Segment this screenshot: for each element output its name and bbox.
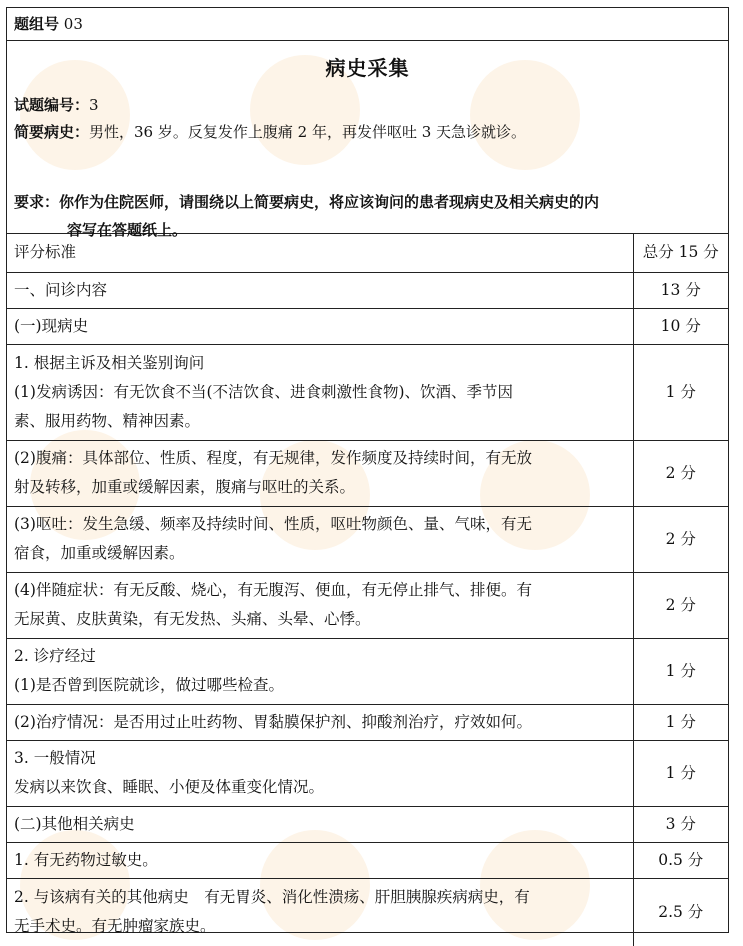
table-row [7,806,728,842]
scoring-table [7,234,728,946]
score-cell: 1 分 [633,638,728,704]
table-row [7,740,728,806]
criteria-cell [7,806,633,842]
requirement-line-2: 容写在答题纸上。 [67,221,188,239]
criteria-cell [7,878,633,946]
criteria-line: (二)其他相关病史 [14,814,135,833]
criteria-cell [7,638,633,704]
group-number-row [7,8,728,41]
table-row [7,506,728,572]
criteria-line: (1)是否曾到医院就诊，做过哪些检查。 [14,676,284,694]
criteria-line: (3)呕吐：发生急缓、频率及持续时间、性质，呕吐物颜色、量、气味，有无 [14,515,532,533]
criteria-cell [7,344,633,440]
score-cell: 0.5 分 [633,842,728,878]
criteria-line: 无手术史。有无肿瘤家族史。 [14,917,216,936]
criteria-header: 评分标准 [14,243,77,262]
criteria-line: 发病以来饮食、睡眠、小便及体重变化情况。 [14,778,325,796]
criteria-cell [7,704,633,740]
criteria-line: 1. 有无药物过敏史。 [14,850,158,869]
criteria-line: (2)腹痛：具体部位、性质、程度，有无规律，发作频度及持续时间，有无放 [14,449,532,467]
score-cell: 1 分 [633,344,728,440]
criteria-cell [7,440,633,506]
table-row [7,272,728,308]
history-text: 男性，36 岁。反复发作上腹痛 2 年，再发伴呕吐 3 天急诊就诊。 [89,123,527,141]
score-cell: 2 分 [633,440,728,506]
table-row [7,842,728,878]
criteria-cell [7,572,633,638]
history-line [14,120,720,144]
requirement [14,188,718,244]
criteria-line: 宿食，加重或缓解因素。 [14,544,185,562]
table-row [7,572,728,638]
criteria-line: 一、问诊内容 [14,280,108,299]
criteria-line: 射及转移，加重或缓解因素，腹痛与呕吐的关系。 [14,478,356,496]
criteria-line: (4)伴随症状：有无反酸、烧心，有无腹泻、便血，有无停止排气、排便。有 [14,581,532,599]
criteria-line: 无尿黄、皮肤黄染，有无发热、头痛、头晕、心悸。 [14,610,371,628]
page-title: 病史采集 [325,56,410,80]
criteria-cell [7,506,633,572]
criteria-line: 3. 一般情况 [14,749,96,767]
criteria-line: 2. 与该病有关的其他病史 有无胃炎、消化性溃疡、肝胆胰腺疾病病史，有 [14,888,530,907]
score-cell: 2.5 分 [633,878,728,946]
score-cell: 2 分 [633,572,728,638]
question-header [7,41,728,239]
table-row [7,638,728,704]
history-label: 简要病史： [14,123,90,141]
score-cell: 13 分 [633,272,728,308]
table-row [7,704,728,740]
criteria-line: 素、服用药物、精神因素。 [14,411,201,430]
score-cell: 3 分 [633,806,728,842]
table-row [7,440,728,506]
exam-number-line [14,93,720,117]
group-label: 题组号 [14,15,60,33]
score-cell: 10 分 [633,308,728,344]
table-row [7,308,728,344]
score-cell: 1 分 [633,704,728,740]
exam-number-label: 试题编号： [14,96,90,114]
criteria-cell [7,842,633,878]
criteria-line: 2. 诊疗经过 [14,647,96,665]
criteria-line: (1)发病诱因：有无饮食不当(不洁饮食、进食刺激性食物)、饮酒、季节因 [14,382,514,401]
score-cell: 1 分 [633,740,728,806]
criteria-line: (一)现病史 [14,316,89,335]
criteria-cell [7,272,633,308]
requirement-line-1: 要求：你作为住院医师，请围绕以上简要病史，将应该询问的患者现病史及相关病史的内 [14,193,600,211]
group-value: 03 [63,15,83,33]
score-cell: 2 分 [633,506,728,572]
criteria-cell [7,740,633,806]
exam-number-value: 3 [89,96,99,114]
total-score-header: 总分 15 分 [633,234,728,272]
table-row [7,344,728,440]
exam-sheet [6,7,729,936]
criteria-line: (2)治疗情况：是否用过止吐药物、胃黏膜保护剂、抑酸剂治疗，疗效如何。 [14,712,532,731]
criteria-cell [7,308,633,344]
table-row [7,878,728,946]
criteria-line: 1. 根据主诉及相关鉴别询问 [14,353,205,372]
